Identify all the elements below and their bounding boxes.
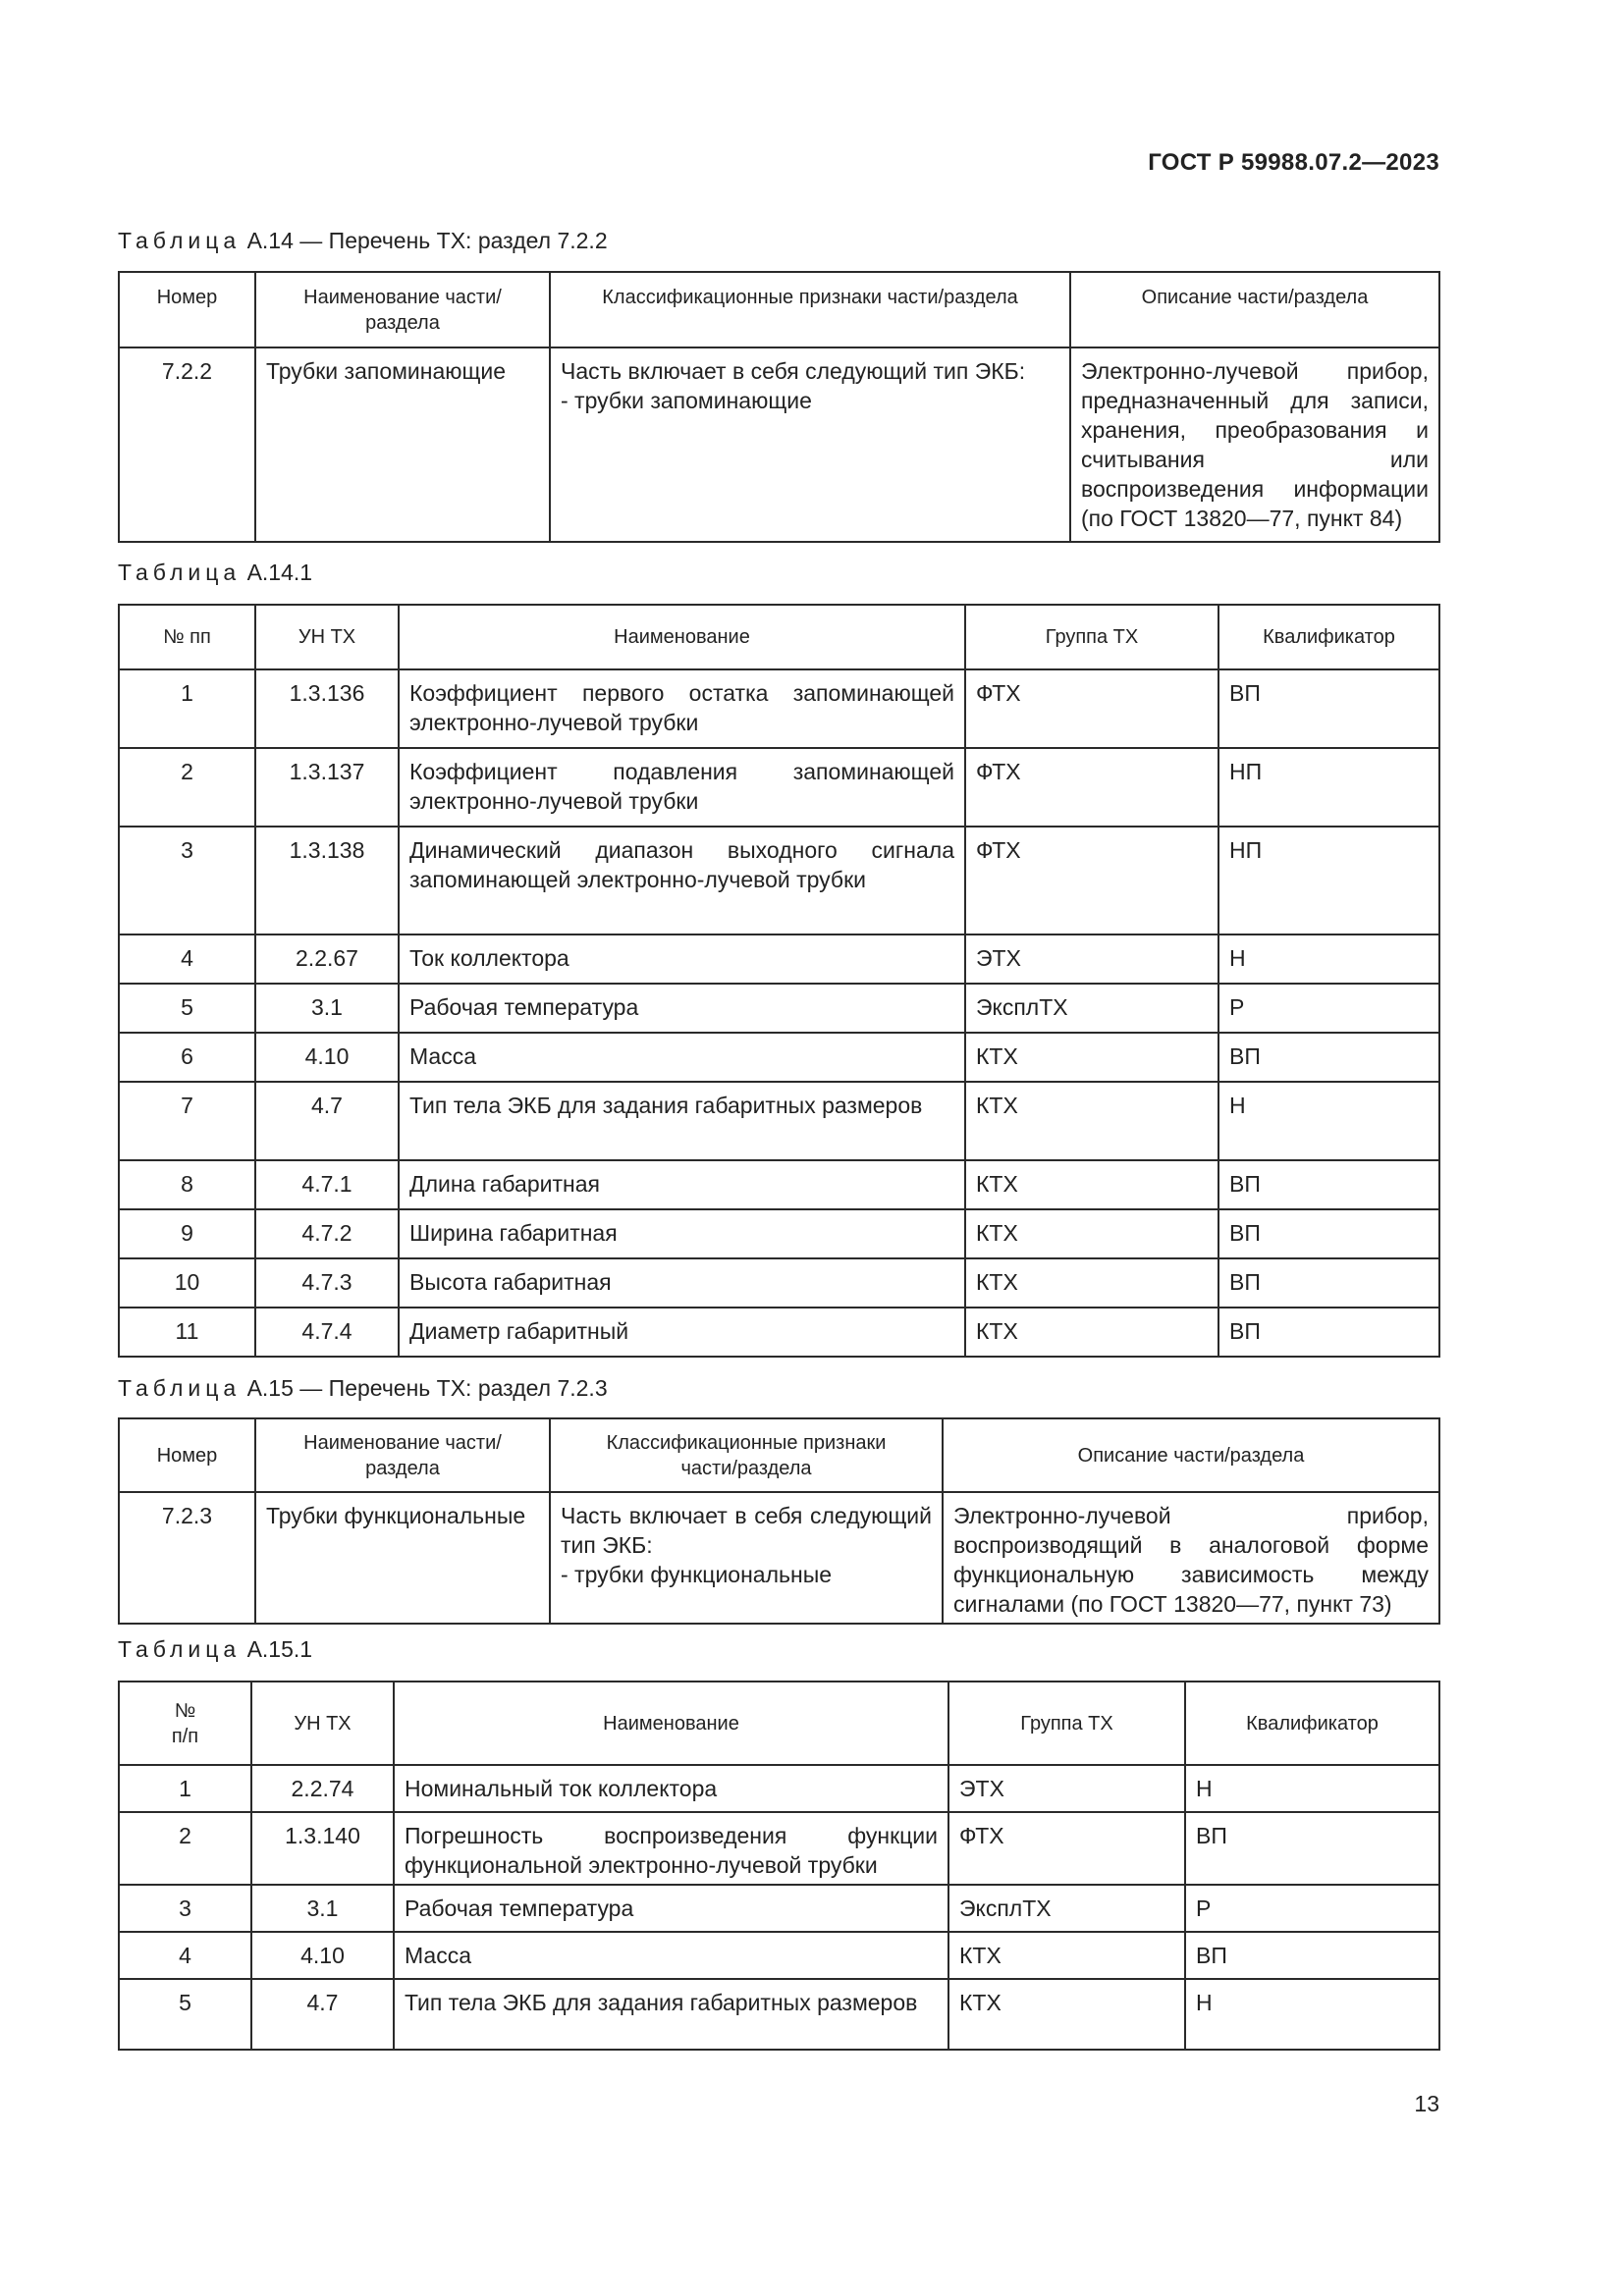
cell-name: Трубки запоминающие [255,347,550,542]
table-row [119,1979,1439,2050]
cell-group: ЭТХ [965,934,1218,984]
caption-prefix: Таблица [118,1636,242,1662]
cell-code: 4.10 [251,1932,394,1979]
cell-description: Электронно-лучевой прибор, воспроизводящий в аналоговой форме функциональную зависимость между сигналами (по ГОСТ 13820—77, пункт 73) [943,1492,1439,1624]
cell-qualifier: ВП [1218,1308,1439,1357]
cell-qualifier: ВП [1185,1932,1439,1979]
column-header: Группа ТХ [948,1682,1185,1765]
cell-code: 3.1 [255,984,399,1033]
cell-code: 4.7.2 [255,1209,399,1258]
table-row [119,1082,1439,1160]
cell-index: 5 [119,1979,251,2050]
cell-name: Диаметр габаритный [399,1308,965,1357]
cell-group: ФТХ [965,827,1218,934]
cell-index: 7 [119,1082,255,1160]
cell-qualifier: НП [1218,748,1439,827]
cell-qualifier: Н [1185,1979,1439,2050]
cell-number: 7.2.2 [119,347,255,542]
table-row [119,347,1439,542]
cell-group: КТХ [948,1979,1185,2050]
cell-group: КТХ [965,1308,1218,1357]
column-header: УН ТХ [251,1682,394,1765]
cell-name: Рабочая температура [399,984,965,1033]
cell-name: Номинальный ток коллектора [394,1765,948,1812]
cell-group: ЭТХ [948,1765,1185,1812]
cell-group: ФТХ [965,669,1218,748]
table-a15 [118,1417,1440,1625]
column-header: Описание части/раздела [1070,272,1439,347]
cell-index: 3 [119,1885,251,1932]
table-row [119,984,1439,1033]
cell-code: 1.3.137 [255,748,399,827]
cell-index: 2 [119,1812,251,1885]
column-header: Классификационные признаки части/раздела [550,272,1070,347]
cell-group: КТХ [965,1258,1218,1308]
column-header: Классификационные признаки части/раздела [550,1418,943,1492]
cell-name: Длина габаритная [399,1160,965,1209]
cell-group: КТХ [965,1209,1218,1258]
cell-index: 1 [119,1765,251,1812]
table-row [119,1160,1439,1209]
cell-name: Масса [394,1932,948,1979]
column-header: Наименование части/ раздела [255,272,550,347]
cell-group: ЭксплТХ [965,984,1218,1033]
caption-text: А.14.1 [246,560,313,585]
cell-qualifier: Н [1218,1082,1439,1160]
cell-group: КТХ [965,1160,1218,1209]
cell-code: 2.2.67 [255,934,399,984]
cell-code: 1.3.136 [255,669,399,748]
cell-code: 4.7 [251,1979,394,2050]
cell-qualifier: ВП [1218,1160,1439,1209]
cell-group: КТХ [965,1082,1218,1160]
cell-group: КТХ [965,1033,1218,1082]
cell-name: Динамический диапазон выходного сигнала запоминающей электронно-лучевой трубки [399,827,965,934]
table-row [119,748,1439,827]
caption-prefix: Таблица [118,560,242,585]
cell-index: 10 [119,1258,255,1308]
cell-group: ФТХ [965,748,1218,827]
page-number: 13 [1414,2091,1439,2116]
table-row [119,827,1439,934]
document-header: ГОСТ Р 59988.07.2—2023 [1148,149,1439,176]
cell-index: 8 [119,1160,255,1209]
table-a14-caption [118,228,608,254]
column-header: Номер [119,272,255,347]
cell-group: КТХ [948,1932,1185,1979]
cell-index: 6 [119,1033,255,1082]
cell-group: ЭксплТХ [948,1885,1185,1932]
cell-qualifier: НП [1218,827,1439,934]
cell-code: 4.7 [255,1082,399,1160]
cell-code: 4.7.3 [255,1258,399,1308]
cell-name: Коэффициент первого остатка запоминающей электронно-лучевой трубки [399,669,965,748]
column-header: Квалификатор [1185,1682,1439,1765]
table-row [119,669,1439,748]
table-row [119,1209,1439,1258]
cell-index: 4 [119,1932,251,1979]
cell-name: Тип тела ЭКБ для задания габаритных размеров [399,1082,965,1160]
cell-name: Коэффициент подавления запоминающей электронно-лучевой трубки [399,748,965,827]
cell-code: 1.3.140 [251,1812,394,1885]
column-header: № пп [119,605,255,669]
cell-qualifier: ВП [1218,669,1439,748]
cell-name: Погрешность воспроизведения функции функциональной электронно-лучевой трубки [394,1812,948,1885]
column-header: Описание части/раздела [943,1418,1439,1492]
cell-name: Ширина габаритная [399,1209,965,1258]
cell-number: 7.2.3 [119,1492,255,1624]
cell-name: Высота габаритная [399,1258,965,1308]
cell-qualifier: Р [1218,984,1439,1033]
table-row [119,1885,1439,1932]
cell-description: Электронно-лучевой прибор, предназначенный для записи, хранения, преобразования и считывания или воспроизведения информации (по ГОСТ 13820—77, пункт 84) [1070,347,1439,542]
cell-qualifier: ВП [1218,1209,1439,1258]
column-header: № п/п [119,1682,251,1765]
cell-name: Тип тела ЭКБ для задания габаритных размеров [394,1979,948,2050]
table-a15-caption [118,1375,608,1402]
column-header: Группа ТХ [965,605,1218,669]
table-a14 [118,271,1440,543]
table-row [119,1033,1439,1082]
caption-prefix: Таблица [118,228,242,253]
cell-group: ФТХ [948,1812,1185,1885]
cell-code: 3.1 [251,1885,394,1932]
table-a14-1 [118,604,1440,1358]
table-row [119,1812,1439,1885]
cell-qualifier: Н [1185,1765,1439,1812]
column-header: Номер [119,1418,255,1492]
cell-code: 1.3.138 [255,827,399,934]
caption-text: А.15 — Перечень ТХ: раздел 7.2.3 [246,1375,608,1401]
cell-qualifier: Р [1185,1885,1439,1932]
table-a14-1-caption [118,560,312,586]
cell-code: 2.2.74 [251,1765,394,1812]
cell-classification: Часть включает в себя следующий тип ЭКБ: - трубки запоминающие [550,347,1070,542]
cell-qualifier: ВП [1218,1033,1439,1082]
table-a15-1-caption [118,1636,312,1663]
table-a15-1 [118,1681,1440,2051]
column-header: Наименование [394,1682,948,1765]
cell-index: 4 [119,934,255,984]
cell-code: 4.7.4 [255,1308,399,1357]
cell-classification: Часть включает в себя следующий тип ЭКБ: - трубки функциональные [550,1492,943,1624]
cell-qualifier: Н [1218,934,1439,984]
cell-code: 4.7.1 [255,1160,399,1209]
cell-index: 2 [119,748,255,827]
caption-text: А.14 — Перечень ТХ: раздел 7.2.2 [246,228,608,253]
table-row [119,1932,1439,1979]
column-header: Квалификатор [1218,605,1439,669]
cell-index: 11 [119,1308,255,1357]
cell-name: Масса [399,1033,965,1082]
cell-name: Рабочая температура [394,1885,948,1932]
cell-index: 5 [119,984,255,1033]
table-row [119,1492,1439,1624]
cell-code: 4.10 [255,1033,399,1082]
table-row [119,1765,1439,1812]
caption-text: А.15.1 [246,1636,313,1662]
column-header: Наименование части/ раздела [255,1418,550,1492]
cell-index: 1 [119,669,255,748]
cell-qualifier: ВП [1185,1812,1439,1885]
table-row [119,1258,1439,1308]
caption-prefix: Таблица [118,1375,242,1401]
cell-name: Трубки функциональные [255,1492,550,1624]
column-header: Наименование [399,605,965,669]
cell-qualifier: ВП [1218,1258,1439,1308]
table-row [119,934,1439,984]
table-row [119,1308,1439,1357]
column-header: УН ТХ [255,605,399,669]
cell-index: 9 [119,1209,255,1258]
cell-name: Ток коллектора [399,934,965,984]
cell-index: 3 [119,827,255,934]
